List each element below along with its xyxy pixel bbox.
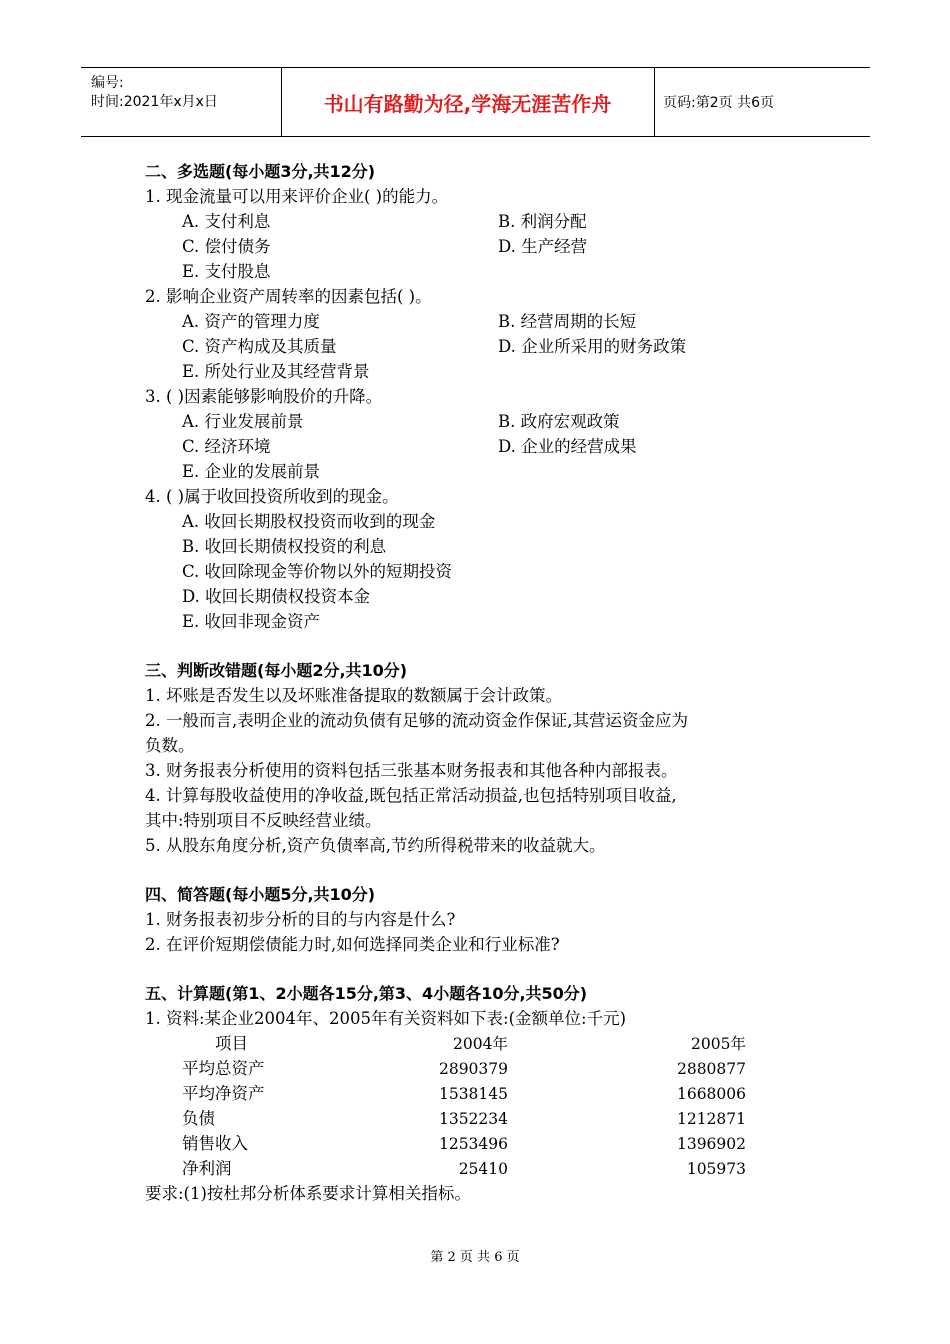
option: B. 政府宏观政策	[498, 412, 620, 431]
table-cell-label: 平均净资产	[182, 1084, 265, 1103]
option: A. 支付利息	[182, 212, 271, 231]
table-cell-label: 销售收入	[182, 1134, 248, 1153]
option: B. 经营周期的长短	[498, 312, 637, 331]
option: C. 资产构成及其质量	[182, 337, 337, 356]
table-header-cell: 项目	[215, 1034, 248, 1053]
table-header-cell: 2004年	[453, 1035, 508, 1053]
header-meta	[81, 68, 282, 136]
option: E. 收回非现金资产	[182, 612, 321, 631]
table-cell: 1668006	[676, 1085, 746, 1103]
table-cell: 105973	[686, 1160, 746, 1178]
question-stem: 2. 影响企业资产周转率的因素包括( )。	[145, 287, 432, 306]
option: D. 企业所采用的财务政策	[498, 337, 687, 356]
question-stem: 3. ( )因素能够影响股价的升降。	[145, 387, 383, 406]
question-stem: 1. 资料:某企业2004年、2005年有关资料如下表:(金额单位:千元)	[145, 1009, 627, 1028]
time-label: 时间:2021年x月x日	[91, 94, 218, 110]
question-stem: 2. 在评价短期偿债能力时,如何选择同类企业和行业标准?	[145, 935, 560, 954]
section-title: 四、简答题(每小题5分,共10分)	[145, 885, 376, 904]
table-cell: 1253496	[438, 1135, 508, 1153]
statement: 1. 坏账是否发生以及坏账准备提取的数额属于会计政策。	[145, 686, 562, 705]
page-footer: 第 2 页 共 6 页	[430, 1250, 520, 1265]
page-number-label: 页码:第2页 共6页	[663, 95, 774, 111]
option: D. 收回长期债权投资本金	[182, 587, 371, 606]
statement: 其中:特别项目不反映经营业绩。	[145, 811, 382, 830]
requirement-text: 要求:(1)按杜邦分析体系要求计算相关指标。	[145, 1184, 471, 1203]
code-label: 编号:	[91, 75, 124, 91]
option: A. 收回长期股权投资而收到的现金	[182, 512, 436, 531]
option: E. 所处行业及其经营背景	[182, 362, 370, 381]
section-title: 三、判断改错题(每小题2分,共10分)	[145, 661, 408, 680]
statement: 2. 一般而言,表明企业的流动负债有足够的流动资金作保证,其营运资金应为	[145, 711, 688, 730]
option: C. 收回除现金等价物以外的短期投资	[182, 562, 453, 581]
table-header-cell: 2005年	[691, 1035, 746, 1053]
option: E. 企业的发展前景	[182, 462, 321, 481]
header-motto: 书山有路勤为径,学海无涯苦作舟	[281, 68, 655, 136]
table-cell: 1396902	[676, 1135, 746, 1153]
table-cell: 1538145	[438, 1085, 508, 1103]
statement: 4. 计算每股收益使用的净收益,既包括正常活动损益,也包括特别项目收益,	[145, 786, 677, 805]
option: C. 经济环境	[182, 437, 271, 456]
section-title: 五、计算题(第1、2小题各15分,第3、4小题各10分,共50分)	[145, 984, 588, 1003]
table-cell-label: 净利润	[182, 1159, 232, 1178]
question-stem: 1. 现金流量可以用来评价企业( )的能力。	[145, 187, 449, 206]
option: E. 支付股息	[182, 262, 271, 281]
table-cell: 1352234	[438, 1110, 508, 1128]
table-cell-label: 平均总资产	[182, 1059, 265, 1078]
statement: 5. 从股东角度分析,资产负债率高,节约所得税带来的收益就大。	[145, 836, 606, 855]
table-cell: 2880877	[676, 1060, 746, 1078]
table-cell-label: 负债	[182, 1109, 215, 1128]
table-cell: 1212871	[676, 1110, 746, 1128]
option: B. 收回长期债权投资的利息	[182, 537, 387, 556]
option: A. 资产的管理力度	[182, 312, 320, 331]
question-stem: 1. 财务报表初步分析的目的与内容是什么?	[145, 910, 456, 929]
option: A. 行业发展前景	[182, 412, 304, 431]
option: D. 企业的经营成果	[498, 437, 637, 456]
statement: 3. 财务报表分析使用的资料包括三张基本财务报表和其他各种内部报表。	[145, 761, 678, 780]
section-title: 二、多选题(每小题3分,共12分)	[145, 162, 376, 181]
statement: 负数。	[145, 736, 195, 755]
table-cell: 2890379	[438, 1060, 508, 1078]
option: B. 利润分配	[498, 212, 587, 231]
option: C. 偿付债务	[182, 237, 271, 256]
option: D. 生产经营	[498, 237, 588, 256]
table-cell: 25410	[458, 1160, 508, 1178]
page-header	[81, 67, 870, 137]
question-stem: 4. ( )属于收回投资所收到的现金。	[145, 487, 399, 506]
